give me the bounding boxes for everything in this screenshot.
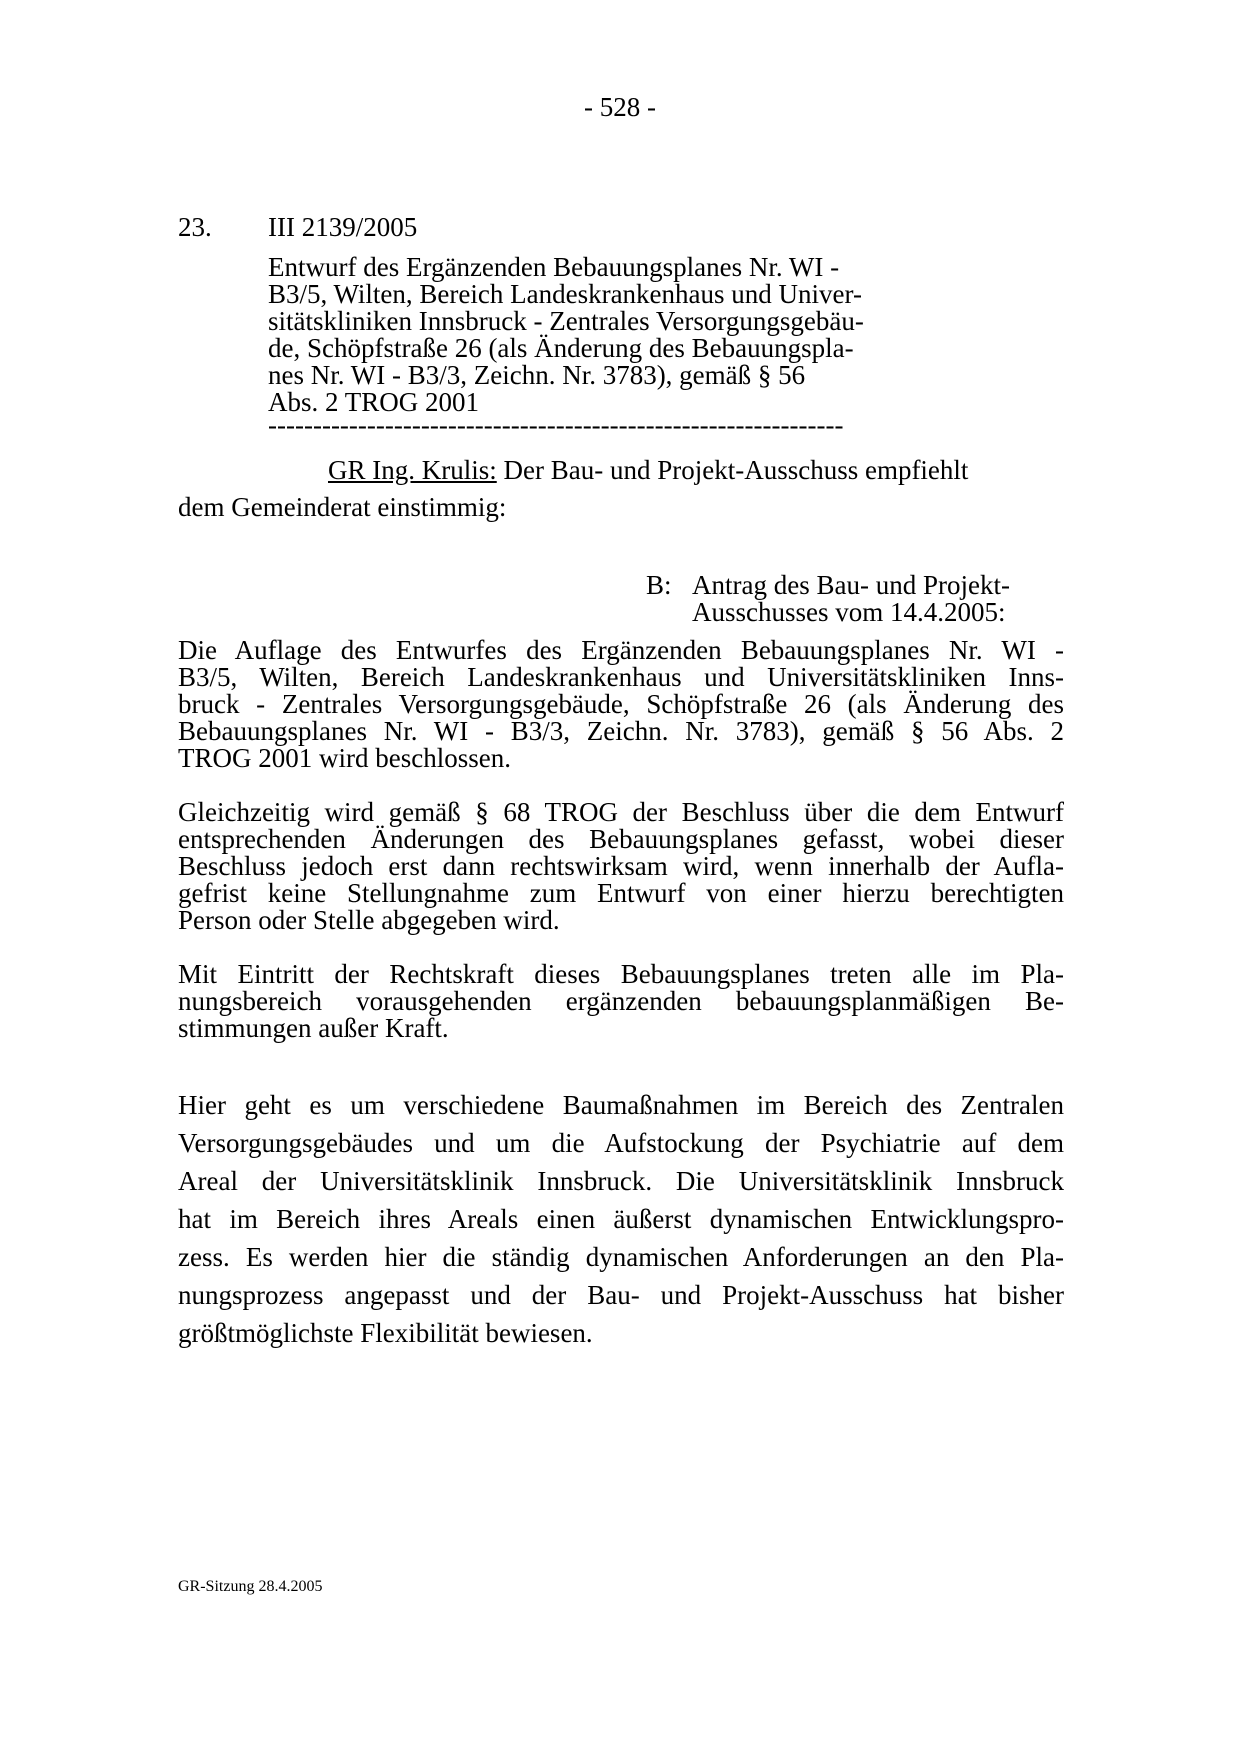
item-reference: III 2139/2005 (268, 212, 418, 242)
discussion-line: hat im Bereich ihres Areals einen äußerst dynamischen Entwicklungspro- (178, 1204, 1064, 1234)
motion-title-line: Antrag des Bau- und Projekt- (692, 570, 1010, 600)
resolution-line: TROG 2001 wird beschlossen. (178, 743, 511, 773)
resolution-paragraph-1 (178, 637, 1064, 772)
discussion-line: Hier geht es um verschiedene Baumaßnahmen im Bereich des Zentralen (178, 1090, 1064, 1120)
speaker-name: GR Ing. Krulis: (328, 455, 497, 485)
motion-label: B: (646, 570, 672, 600)
resolution-line: entsprechenden Änderungen des Bebauungsplanes gefasst, wobei dieser (178, 824, 1064, 854)
resolution-line: Die Auflage des Entwurfes des Ergänzenden Bebauungsplanes Nr. WI - (178, 635, 1064, 665)
motion-title-line: Ausschusses vom 14.4.2005: (692, 597, 1006, 627)
subject-line: Abs. 2 TROG 2001 (268, 387, 480, 417)
speaker-paragraph (178, 452, 1178, 526)
item-subject (268, 254, 918, 416)
page-number: - 528 - (584, 92, 656, 122)
subject-line: sitätskliniken Innsbruck - Zentrales Versorgungsgebäu- (268, 306, 864, 336)
resolution-paragraph-2 (178, 799, 1064, 934)
speaker-text-continued: dem Gemeinderat einstimmig: (178, 492, 507, 522)
resolution-line: Gleichzeitig wird gemäß § 68 TROG der Beschluss über die dem Entwurf (178, 797, 1064, 827)
subject-line: de, Schöpfstraße 26 (als Änderung des Bebauungspla- (268, 333, 854, 363)
resolution-line: Bebauungsplanes Nr. WI - B3/3, Zeichn. Nr. 3783), gemäß § 56 Abs. 2 (178, 716, 1064, 746)
resolution-line: stimmungen außer Kraft. (178, 1013, 449, 1043)
resolution-line: Person oder Stelle abgegeben wird. (178, 905, 560, 935)
item-number: 23. (178, 212, 212, 242)
resolution-line: bruck - Zentrales Versorgungsgebäude, Schöpfstraße 26 (als Änderung des (178, 689, 1064, 719)
discussion-line: Versorgungsgebäudes und um die Aufstockung der Psychiatrie auf dem (178, 1128, 1064, 1158)
separator-line: ---------------------------------------------------------------- (268, 410, 844, 440)
resolution-line: Beschluss jedoch erst dann rechtswirksam wird, wenn innerhalb der Aufla- (178, 851, 1064, 881)
resolution-line: nungsbereich vorausgehenden ergänzenden bebauungsplanmäßigen Be- (178, 986, 1064, 1016)
discussion-line: nungsprozess angepasst und der Bau- und Projekt-Ausschuss hat bisher (178, 1280, 1064, 1310)
discussion-line: zess. Es werden hier die ständig dynamischen Anforderungen an den Pla- (178, 1242, 1064, 1272)
subject-line: nes Nr. WI - B3/3, Zeichn. Nr. 3783), gemäß § 56 (268, 360, 806, 390)
discussion-line: größtmöglichste Flexibilität bewiesen. (178, 1318, 593, 1348)
motion-title (692, 572, 1092, 626)
subject-line: Entwurf des Ergänzenden Bebauungsplanes Nr. WI - (268, 252, 840, 282)
resolution-paragraph-3 (178, 961, 1064, 1042)
subject-line: B3/5, Wilten, Bereich Landeskrankenhaus und Univer- (268, 279, 862, 309)
discussion-line: Areal der Universitätsklinik Innsbruck. Die Universitätsklinik Innsbruck (178, 1166, 1064, 1196)
resolution-line: Mit Eintritt der Rechtskraft dieses Bebauungsplanes treten alle im Pla- (178, 959, 1064, 989)
footer: GR-Sitzung 28.4.2005 (178, 1578, 323, 1595)
discussion-paragraph (178, 1086, 1064, 1352)
resolution-line: B3/5, Wilten, Bereich Landeskrankenhaus und Universitätskliniken Inns- (178, 662, 1064, 692)
speaker-text: Der Bau- und Projekt-Ausschuss empfiehlt (496, 455, 969, 485)
resolution-line: gefrist keine Stellungnahme zum Entwurf von einer hierzu berechtigten (178, 878, 1064, 908)
